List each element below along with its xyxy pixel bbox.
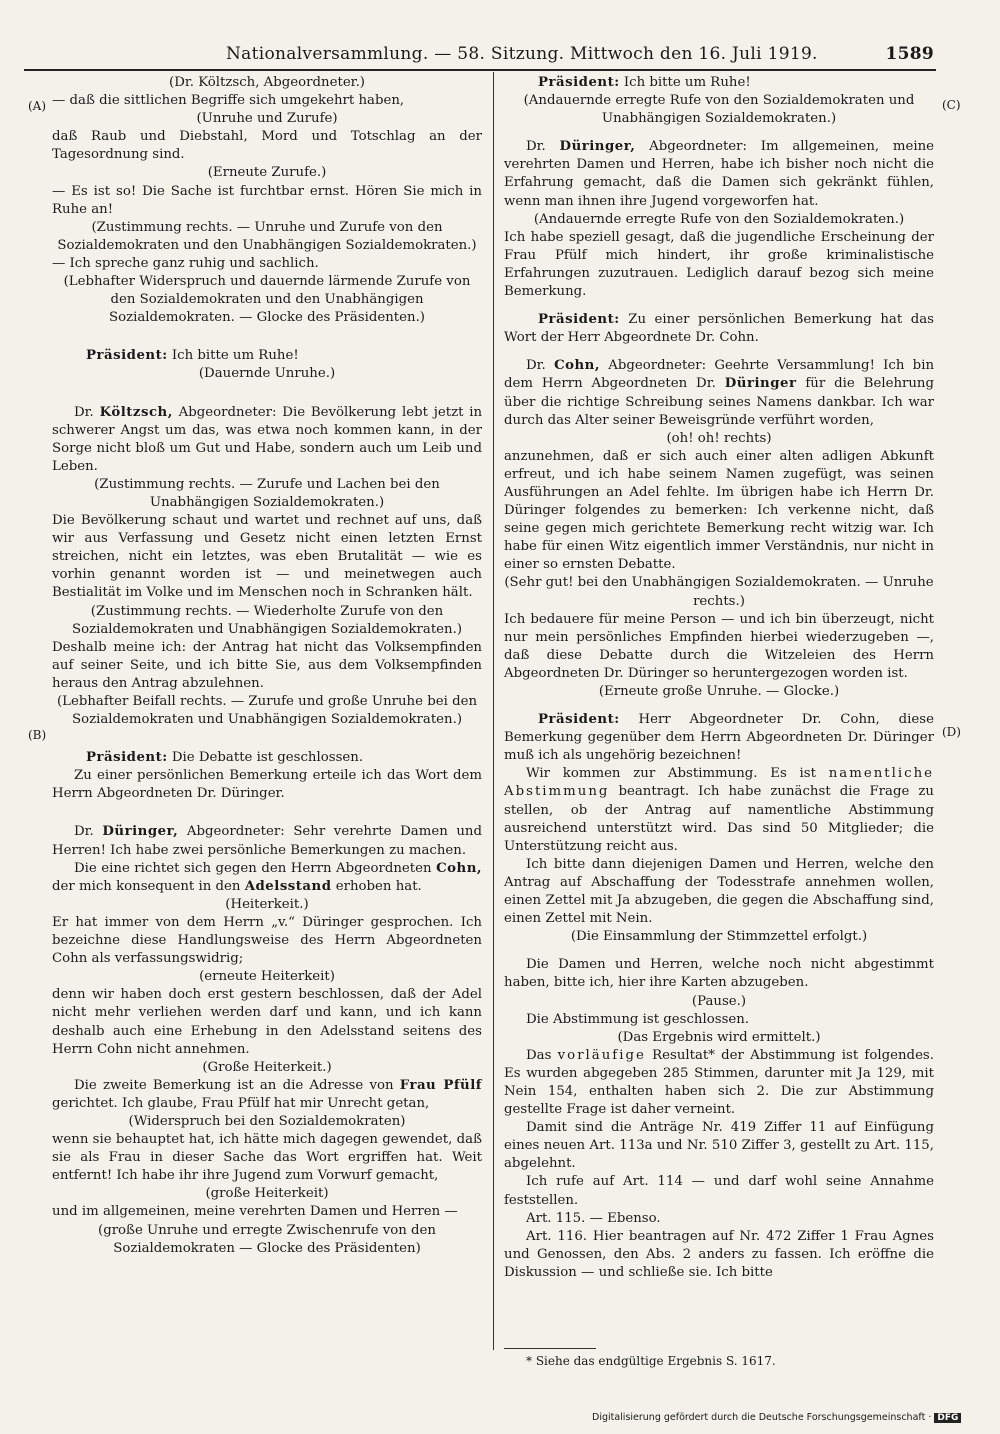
- speech-text: Ich rufe auf Art. 114 — und darf wohl seine Annahme feststellen.: [504, 1174, 934, 1208]
- speaker-continuation: (Dr. Költzsch, Abgeordneter.): [169, 75, 365, 90]
- speech-cohn: Dr. Cohn, Abgeordneter: Geehrte Versammlung! Ich bin dem Herrn Abgeordneten Dr. Düringer für die Belehrung über die richtige Schreibung seines Namens dankbar. Ich war durch das Alter seiner Beweisgründe verführt worden,: [504, 358, 935, 428]
- speaker-koeltzsch: Költzsch,: [99, 404, 173, 420]
- interjection: (Andauernde erregte Rufe von den Sozialdemokraten und Unabhängigen Sozialdemokraten.): [523, 93, 915, 127]
- header-rule: [24, 69, 936, 71]
- column-divider: [493, 72, 494, 1350]
- footnote: * Siehe das endgültige Ergebnis S. 1617.: [526, 1354, 776, 1368]
- interjection: (Die Einsammlung der Stimmzettel erfolgt.): [570, 929, 868, 945]
- speech-text: anzunehmen, daß er sich auch einer alten adligen Abkunft erfreut, und ich habe seinem Namen zugefügt, was seinen Ausführungen an Adel fehlte. Im übrigen habe ich Herrn Dr. Düringer folgendes zu bemerken: Ich verkenne nicht, daß seine gegen mich gerichtete Bemerkung recht witzig war. Ich habe für einen Witz eigentlich immer Verständnis, nur nicht in einer so ernsten Debatte.: [504, 448, 934, 573]
- president-statement: Präsident: Herr Abgeordneter Dr. Cohn, diese Bemerkung gegenüber dem Herrn Abgeordneten Dr. Düringer muß ich als ungehörig bezeichnen!: [504, 712, 934, 764]
- speech-text: daß Raub und Diebstahl, Mord und Totschlag an der Tagesordnung sind.: [52, 129, 482, 163]
- speech-text: Er hat immer von dem Herrn „v.“ Düringer gesprochen. Ich bezeichne diese Handlungsweise des Herrn Abgeordneten Cohn als verfassungswidrig;: [52, 914, 482, 967]
- speech-text: Ich bedauere für meine Person — und ich bin überzeugt, nicht nur mein persönliches Empfinden hierbei wiederzugeben —, daß diese Debatte durch die Witzeleien des Herrn Abgeordneten Dr. Düringer so heruntergezogen worden ist.: [504, 611, 934, 681]
- speech-text: Das vorläufige Resultat* der Abstimmung ist folgendes. Es wurden abgegeben 285 Stimmen, darunter mit Ja 129, mit Nein 154, enthalten haben sich 2. Die zur Abstimmung gestellte Frage ist daher verneint.: [504, 1047, 934, 1118]
- interjection: (Widerspruch bei den Sozialdemokraten): [128, 1113, 406, 1129]
- president-statement: Präsident: Ich bitte um Ruhe!: [86, 348, 299, 364]
- speech-text: wenn sie behauptet hat, ich hätte mich dagegen gewendet, daß sie als Frau in dieser Sache das Wort ergriffen hat. Weit entfernt! Ich habe ihr ihre Jugend zum Vorwurf gemacht,: [52, 1132, 482, 1184]
- margin-mark-d: (D): [942, 725, 961, 739]
- interjection: (Lebhafter Beifall rechts. — Zurufe und große Unruhe bei den Sozialdemokraten und Unabhängigen Sozialdemokraten.): [56, 694, 478, 728]
- interjection: (Unruhe und Zurufe): [196, 111, 338, 127]
- interjection: (oh! oh! rechts): [666, 430, 772, 446]
- interjection: (Das Ergebnis wird ermittelt.): [617, 1029, 821, 1045]
- speech-text: — Ich spreche ganz ruhig und sachlich.: [52, 255, 319, 271]
- speaker-cohn: Cohn,: [554, 358, 600, 374]
- interjection: (Zustimmung rechts. — Unruhe und Zurufe von den Sozialdemokraten und den Unabhängigen Sozialdemokraten.): [57, 219, 477, 253]
- speech-koeltzsch: Dr. Költzsch, Abgeordneter: Die Bevölkerung lebt jetzt in schwerer Angst um das, was etwa noch kommen kann, in der Sorge nicht bloß um Gut und Habe, sondern auch um Leib und Leben.: [52, 404, 483, 474]
- page-number: 1589: [885, 44, 934, 64]
- right-column: [504, 74, 934, 1282]
- interjection: (Andauernde erregte Rufe von den Sozialdemokraten.): [533, 211, 905, 227]
- president-statement: Präsident: Ich bitte um Ruhe!: [538, 75, 751, 90]
- speech-text: Ich bitte dann diejenigen Damen und Herren, welche den Antrag auf Abschaffung der Todesstrafe annehmen wollen, einen Zettel mit Ja abzugeben, die gegen die Abschaffung sind, einen Zettel mit Nein.: [504, 856, 934, 927]
- president-statement: Präsident: Die Debatte ist geschlossen.: [86, 750, 364, 766]
- speaker-president: Präsident:: [538, 312, 620, 328]
- speech-text: Die Damen und Herren, welche noch nicht abgestimmt haben, bitte ich, hier ihre Karten abzugeben.: [504, 957, 934, 991]
- speaker-president: Präsident:: [86, 348, 168, 364]
- interjection: (erneute Heiterkeit): [199, 969, 335, 985]
- speech-text: Deshalb meine ich: der Antrag hat nicht das Volksempfinden auf seiner Seite, und ich bitte Sie, aus dem Volksempfinden heraus den Antrag abzulehnen.: [52, 639, 482, 691]
- speech-text: — daß die sittlichen Begriffe sich umgekehrt haben,: [52, 93, 405, 109]
- interjection: (Sehr gut! bei den Unabhängigen Sozialdemokraten. — Unruhe rechts.): [504, 575, 934, 609]
- interjection: (Große Heiterkeit.): [202, 1059, 332, 1075]
- speech-dueringer: Dr. Düringer, Abgeordneter: Im allgemeinen, meine verehrten Damen und Herren, habe ich bisher noch nicht die Erfahrung gemacht, daß die Damen sich gekränkt fühlen, wenn man ihnen ihre Jugend vorgeworfen hat.: [504, 139, 935, 209]
- speech-text: Die zweite Bemerkung ist an die Adresse von Frau Pfülf gerichtet. Ich glaube, Frau Pfülf hat mir Unrecht getan,: [52, 1077, 482, 1111]
- interjection: (Zustimmung rechts. — Zurufe und Lachen bei den Unabhängigen Sozialdemokraten.): [94, 476, 440, 510]
- speech-text: Die Abstimmung ist geschlossen.: [526, 1011, 750, 1027]
- speech-text: Art. 115. — Ebenso.: [526, 1210, 661, 1226]
- speaker-president: Präsident:: [86, 750, 168, 766]
- margin-mark-a: (A): [28, 99, 47, 113]
- interjection: (große Unruhe und erregte Zwischenrufe von den Sozialdemokraten — Glocke des Präsidenten): [98, 1222, 436, 1256]
- header-title: Nationalversammlung. — 58. Sitzung. Mittwoch den 16. Juli 1919.: [226, 44, 818, 64]
- interjection: (große Heiterkeit): [205, 1186, 329, 1202]
- interjection: (Lebhafter Widerspruch und dauernde lärmende Zurufe von den Sozialdemokraten und den Unabhängigen Sozialdemokraten. — Glocke des Präsidenten.): [63, 274, 471, 326]
- speech-text: Die eine richtet sich gegen den Herrn Abgeordneten Cohn, der mich konsequent in den Adelsstand erhoben hat.: [52, 860, 483, 894]
- speaker-dueringer: Düringer,: [102, 824, 179, 840]
- speech-dueringer: Dr. Düringer, Abgeordneter: Sehr verehrte Damen und Herren! Ich habe zwei persönliche Bemerkungen zu machen.: [52, 824, 483, 858]
- speech-text: Wir kommen zur Abstimmung. Es ist namentliche Abstimmung beantragt. Ich habe zunächst die Frage zu stellen, ob der Antrag auf namentliche Abstimmung ausreichend unterstützt wird. Das sind 50 Mitglieder; die Unterstützung reicht aus.: [504, 766, 934, 854]
- interjection: (Dauernde Unruhe.): [198, 366, 336, 382]
- interjection: (Zustimmung rechts. — Wiederholte Zurufe von den Sozialdemokraten und Unabhängigen Sozialdemokraten.): [71, 603, 463, 637]
- left-column: [52, 74, 482, 1258]
- speech-text: Damit sind die Anträge Nr. 419 Ziffer 11 auf Einfügung eines neuen Art. 113a und Nr. 510 Ziffer 3, gestellt zu Art. 115, abgelehnt.: [504, 1120, 934, 1172]
- speech-text: Die Bevölkerung schaut und wartet und rechnet auf uns, daß wir aus Verfassung und Gesetz nicht einen letzten Ernst streichen, nicht ein letztes, was eben Brutalität — wie es vorhin genannt worden ist — und meinetwegen auch Bestialität im Volke und im Menschen noch in Schranken hält.: [52, 513, 482, 601]
- president-statement: Präsident: Zu einer persönlichen Bemerkung hat das Wort der Herr Abgeordnete Dr. Cohn.: [504, 312, 934, 346]
- interjection: (Erneute Zurufe.): [207, 165, 327, 181]
- speaker-dueringer: Düringer,: [559, 139, 636, 155]
- speech-text: und im allgemeinen, meine verehrten Damen und Herren —: [52, 1204, 458, 1220]
- speech-text: — Es ist so! Die Sache ist furchtbar ernst. Hören Sie mich in Ruhe an!: [52, 183, 482, 217]
- speaker-president: Präsident:: [538, 75, 620, 90]
- dfg-logo: DFG: [934, 1413, 961, 1423]
- speech-text: Zu einer persönlichen Bemerkung erteile ich das Wort dem Herrn Abgeordneten Dr. Düringer.: [52, 768, 482, 802]
- speaker-president: Präsident:: [538, 712, 620, 728]
- speech-text: denn wir haben doch erst gestern beschlossen, daß der Adel nicht mehr verliehen werden darf und kann, und ich kann deshalb auch eine Erhebung in den Adelsstand seitens des Herrn Cohn nicht annehmen.: [52, 987, 482, 1057]
- speech-text: Art. 116. Hier beantragen auf Nr. 472 Ziffer 1 Frau Agnes und Genossen, den Abs. 2 anders zu fassen. Ich eröffne die Diskussion — und schließe sie. Ich bitte: [504, 1228, 934, 1280]
- interjection: (Heiterkeit.): [225, 896, 309, 912]
- digitization-credit: Digitalisierung gefördert durch die Deutsche Forschungsgemeinschaft · DFG: [592, 1412, 961, 1423]
- interjection: (Pause.): [691, 993, 747, 1009]
- interjection: (Erneute große Unruhe. — Glocke.): [598, 684, 840, 699]
- margin-mark-c: (C): [942, 98, 961, 112]
- margin-mark-b: (B): [28, 728, 47, 742]
- footnote-rule: [504, 1348, 596, 1349]
- speech-text: Ich habe speziell gesagt, daß die jugendliche Erscheinung der Frau Pfülf mich hindert, ihr große kriminalistische Erfahrungen zuzutrauen. Lediglich darauf bezog sich meine Bemerkung.: [504, 229, 934, 300]
